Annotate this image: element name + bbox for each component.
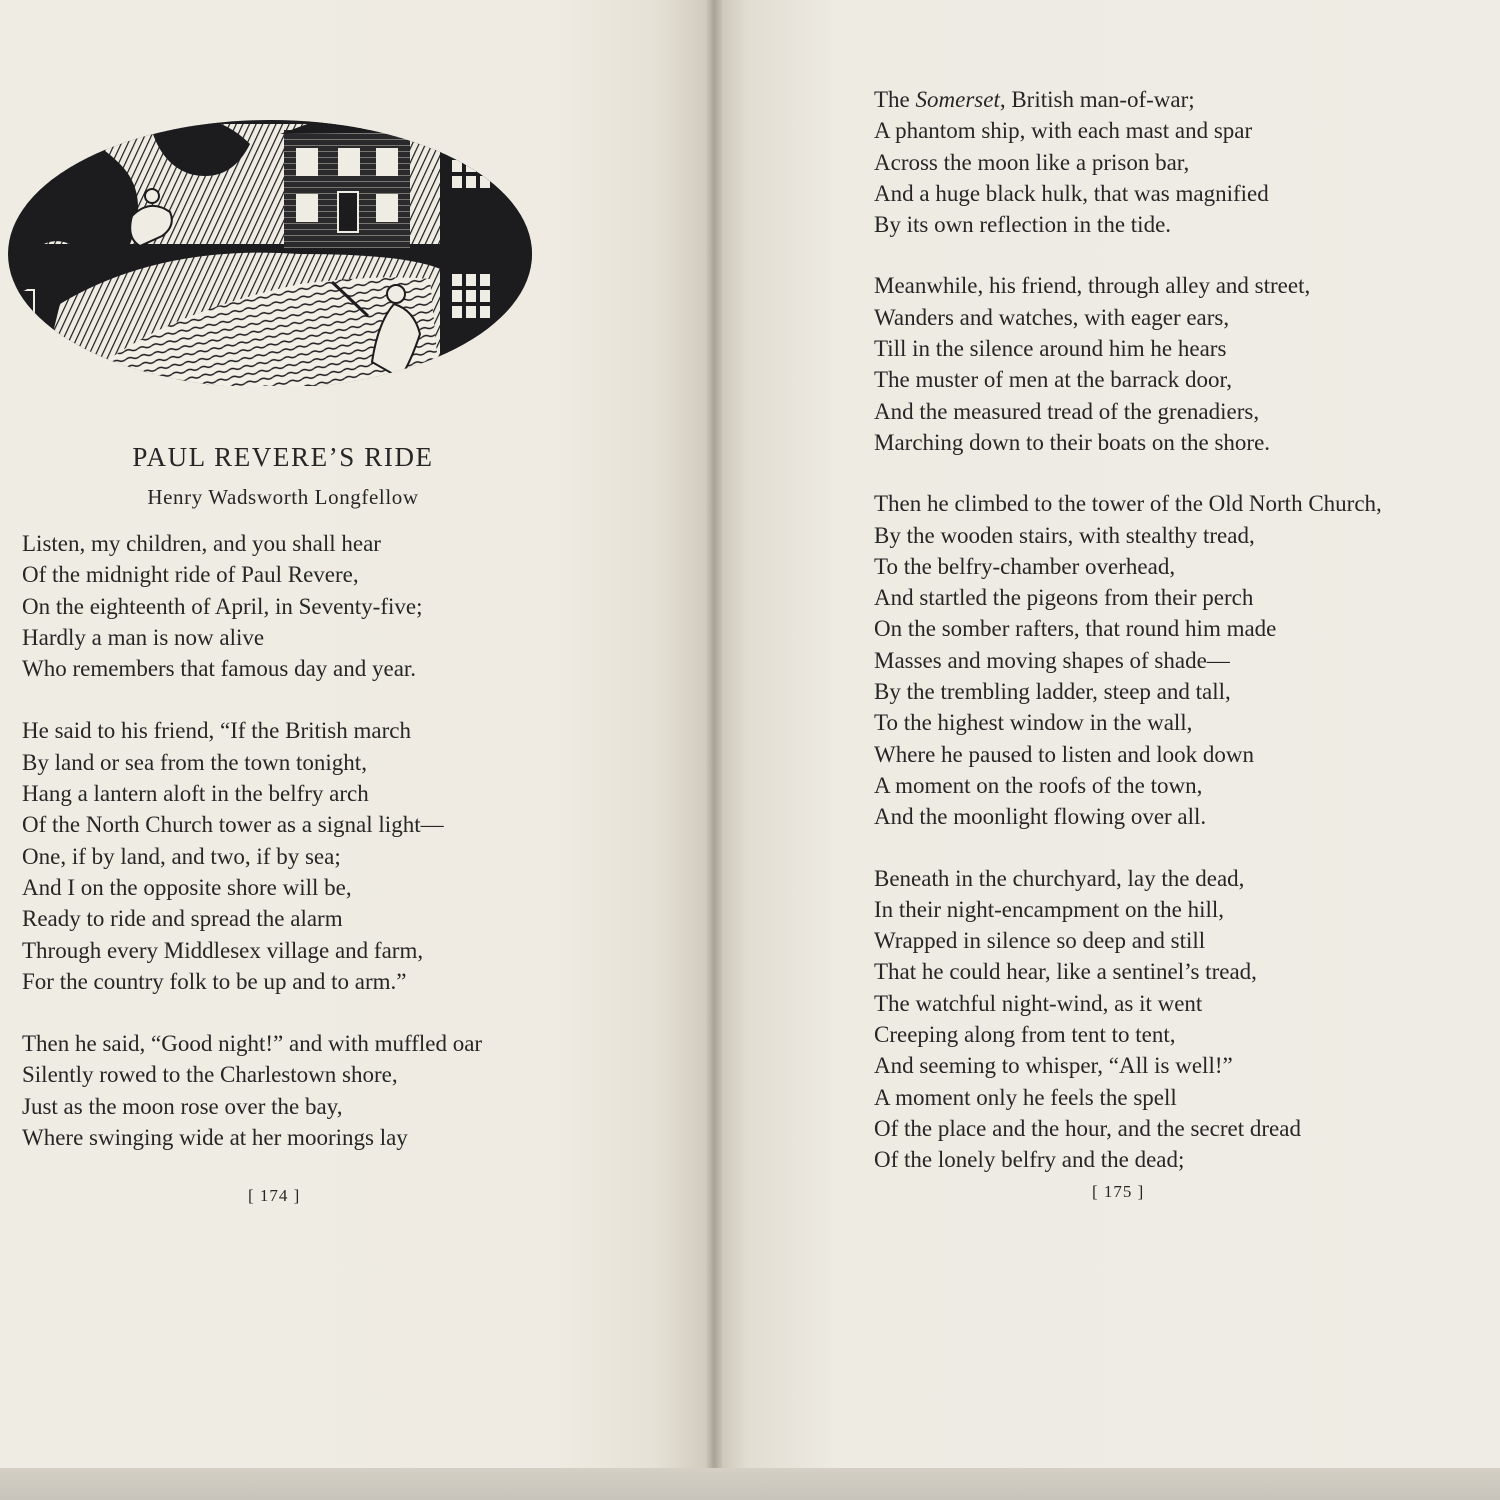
left-poem-text xyxy=(22,528,482,1153)
poem-line: He said to his friend, “If the British march xyxy=(22,718,411,744)
poem-line: Just as the moon rose over the bay, xyxy=(22,1093,343,1119)
poem-line: Across the moon like a prison bar, xyxy=(874,149,1190,175)
poem-line: Hang a lantern aloft in the belfry arch xyxy=(22,781,369,807)
poem-line: And startled the pigeons from their perch xyxy=(874,585,1254,611)
stanza-break xyxy=(22,684,482,715)
book-gutter xyxy=(706,0,722,1500)
poem-line: And the moonlight flowing over all. xyxy=(874,804,1207,830)
poem-line: Where swinging wide at her moorings lay xyxy=(22,1125,408,1151)
poem-line: By the trembling ladder, steep and tall, xyxy=(874,679,1231,705)
poem-line: Hardly a man is now alive xyxy=(22,624,265,650)
poem-line: By land or sea from the town tonight, xyxy=(22,749,367,775)
poem-line: Marching down to their boats on the shore. xyxy=(874,429,1271,455)
stanza xyxy=(22,715,482,997)
stanza-break xyxy=(874,240,1382,270)
poem-line: For the country folk to be up and to arm.” xyxy=(22,968,407,994)
poem-line: Of the midnight ride of Paul Revere, xyxy=(22,562,359,588)
poem-line: And I on the opposite shore will be, xyxy=(22,874,352,900)
poem-line: Then he said, “Good night!” and with muffled oar xyxy=(22,1031,483,1057)
right-page xyxy=(716,0,1500,1500)
poem-line: Till in the silence around him he hears xyxy=(874,336,1227,362)
poem-line: And seeming to whisper, “All is well!” xyxy=(874,1053,1233,1079)
poem-line: Then he climbed to the tower of the Old North Church, xyxy=(874,491,1382,517)
poem-line: Silently rowed to the Charlestown shore, xyxy=(22,1062,398,1088)
page-number: [ 175 ] xyxy=(1092,1182,1145,1201)
poem-line: And a huge black hulk, that was magnified xyxy=(874,180,1269,206)
poem-line: The watchful night-wind, as it went xyxy=(874,990,1203,1016)
poem-line: To the highest window in the wall, xyxy=(874,710,1193,736)
poem-line: By the wooden stairs, with stealthy tread, xyxy=(874,522,1255,548)
poem-line: Through every Middlesex village and farm, xyxy=(22,937,424,963)
poem-title: PAUL REVERE’S RIDE xyxy=(132,442,434,472)
poem-line: That he could hear, like a sentinel’s tread, xyxy=(874,959,1257,985)
stanza xyxy=(874,488,1382,832)
poem-line: Where he paused to listen and look down xyxy=(874,741,1255,767)
poem-line: Meanwhile, his friend, through alley and street, xyxy=(874,273,1311,299)
woodcut-illustration-icon xyxy=(0,104,562,386)
poem-line: Beneath in the churchyard, lay the dead, xyxy=(874,865,1245,891)
table-surface xyxy=(0,1468,1500,1500)
poem-line: Creeping along from tent to tent, xyxy=(874,1022,1176,1048)
poem-line: A phantom ship, with each mast and spar xyxy=(874,118,1253,144)
stanza-break xyxy=(874,458,1382,488)
stanza xyxy=(22,528,482,684)
poem-line: And the measured tread of the grenadiers, xyxy=(874,398,1260,424)
left-page xyxy=(0,0,712,1500)
right-poem-text xyxy=(874,84,1382,1176)
poem-author: Henry Wadsworth Longfellow xyxy=(147,485,419,509)
poem-line: On the somber rafters, that round him made xyxy=(874,616,1277,642)
stanza-break xyxy=(874,833,1382,863)
page-number: [ 174 ] xyxy=(248,1186,301,1205)
stanza xyxy=(22,1028,482,1153)
poem-line: Ready to ride and spread the alarm xyxy=(22,906,343,932)
stanza xyxy=(874,270,1382,458)
poem-line: A moment only he feels the spell xyxy=(874,1084,1177,1110)
stanza xyxy=(874,84,1382,240)
poem-line: Of the lonely belfry and the dead; xyxy=(874,1147,1185,1173)
poem-line-end: , British man-of-war; xyxy=(999,87,1195,112)
poem-line: Wrapped in silence so deep and still xyxy=(874,928,1206,954)
poem-line: The muster of men at the barrack door, xyxy=(874,367,1232,393)
stanza-break xyxy=(22,997,482,1028)
stanza xyxy=(874,863,1382,1176)
poem-line: To the belfry-chamber overhead, xyxy=(874,553,1176,579)
ship-name: Somerset xyxy=(915,87,1000,112)
poem-line: Of the place and the hour, and the secret dread xyxy=(874,1115,1301,1141)
poem-line: Wanders and watches, with eager ears, xyxy=(874,304,1230,330)
poem-line: Listen, my children, and you shall hear xyxy=(22,531,381,556)
poem-line xyxy=(874,84,1382,115)
poem-line: Masses and moving shapes of shade— xyxy=(874,647,1230,673)
poem-line: On the eighteenth of April, in Seventy-five; xyxy=(22,593,423,619)
poem-line: One, if by land, and two, if by sea; xyxy=(22,843,341,869)
poem-line: Of the North Church tower as a signal light— xyxy=(22,812,444,838)
poem-line-start: The xyxy=(874,87,916,112)
poem-line: A moment on the roofs of the town, xyxy=(874,772,1203,798)
poem-line: In their night-encampment on the hill, xyxy=(874,896,1225,922)
poem-line: Who remembers that famous day and year. xyxy=(22,656,417,682)
poem-line: By its own reflection in the tide. xyxy=(874,212,1172,238)
